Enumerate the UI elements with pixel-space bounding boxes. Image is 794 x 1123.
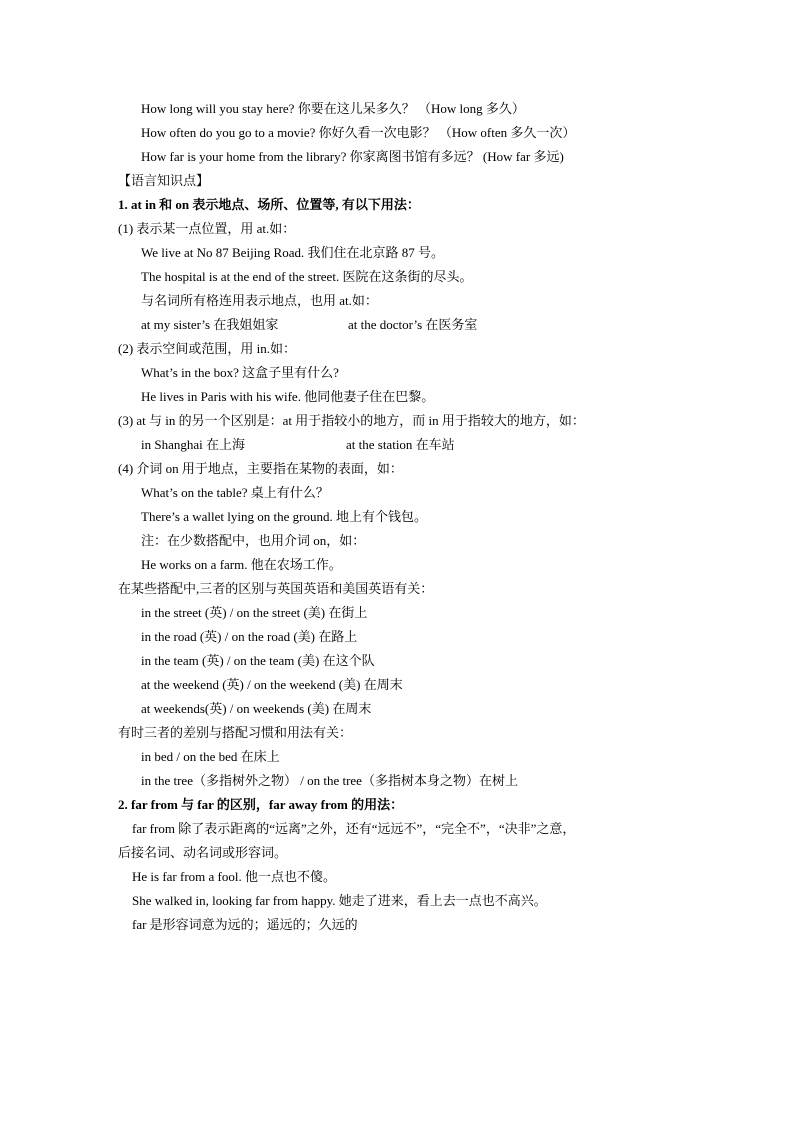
example-how-far: How far is your home from the library? 你家离图书馆有多远？ (How far 多远) (141, 149, 564, 164)
sub3-pair-left: in Shanghai 在上海 (141, 437, 245, 452)
point2-example: She walked in, looking far from happy. 她走了进来，看上去一点也不高兴。 (132, 893, 547, 908)
collocation-item: at weekends(英) / on weekends (美) 在周末 (141, 701, 372, 716)
sub1-pair-left: at my sister’s 在我姐姐家 (141, 317, 279, 332)
sub3-title: (3) at 与 in 的另一个区别是：at 用于指较小的地方，而 in 用于指较大的地方，如： (118, 413, 585, 428)
sub4-note: 注：在少数搭配中，也用介词 on，如： (141, 533, 366, 548)
collocation-intro: 在某些搭配中,三者的区别与英国英语和美国英语有关： (118, 581, 434, 596)
sub4-line: What’s on the table? 桌上有什么？ (141, 485, 329, 500)
sub2-line: What’s in the box? 这盒子里有什么? (141, 365, 339, 380)
sub1-line: 与名词所有格连用表示地点，也用 at.如： (141, 293, 378, 308)
habit-item: in the tree（多指树外之物） / on the tree（多指树本身之物）在树上 (141, 773, 518, 788)
point2-heading: 2. far from 与 far 的区别，far away from 的用法： (118, 797, 404, 812)
habit-intro: 有时三者的差别与搭配习惯和用法有关： (118, 725, 353, 740)
collocation-item: in the team (英) / on the team (美) 在这个队 (141, 653, 375, 668)
sub4-line: He works on a farm. 他在农场工作。 (141, 557, 342, 572)
example-how-long: How long will you stay here? 你要在这儿呆多久？ （How long 多久） (141, 101, 525, 116)
collocation-item: in the road (英) / on the road (美) 在路上 (141, 629, 358, 644)
sub1-pair-right: at the doctor’s 在医务室 (348, 317, 478, 332)
point2-paragraph-line1: far from 除了表示距离的“远离”之外，还有“远远不”，“完全不”，“决非”之意， (132, 821, 576, 836)
point1-heading: 1. at in 和 on 表示地点、场所、位置等, 有以下用法： (118, 197, 420, 212)
point2-paragraph-line2: 后接名词、动名词或形容词。 (118, 845, 288, 860)
sub3-pair-right: at the station 在车站 (346, 437, 455, 452)
sub1-line: The hospital is at the end of the street. 医院在这条街的尽头。 (141, 269, 473, 284)
section-title: 【语言知识点】 (118, 173, 210, 188)
sub2-line: He lives in Paris with his wife. 他同他妻子住在巴黎。 (141, 389, 435, 404)
sub4-line: There’s a wallet lying on the ground. 地上有个钱包。 (141, 509, 427, 524)
sub1-title: (1) 表示某一点位置，用 at.如： (118, 221, 296, 236)
point2-example: He is far from a fool. 他一点也不傻。 (132, 869, 336, 884)
example-how-often: How often do you go to a movie? 你好久看一次电影？ （How often 多久一次） (141, 125, 576, 140)
habit-item: in bed / on the bed 在床上 (141, 749, 280, 764)
sub2-title: (2) 表示空间或范围，用 in.如： (118, 341, 297, 356)
point2-note: far 是形容词意为远的；遥远的；久远的 (132, 917, 358, 932)
sub1-line: We live at No 87 Beijing Road. 我们住在北京路 87 号。 (141, 245, 444, 260)
collocation-item: in the street (英) / on the street (美) 在街上 (141, 605, 368, 620)
collocation-item: at the weekend (英) / on the weekend (美) 在周末 (141, 677, 403, 692)
sub4-title: (4) 介词 on 用于地点，主要指在某物的表面，如： (118, 461, 403, 476)
